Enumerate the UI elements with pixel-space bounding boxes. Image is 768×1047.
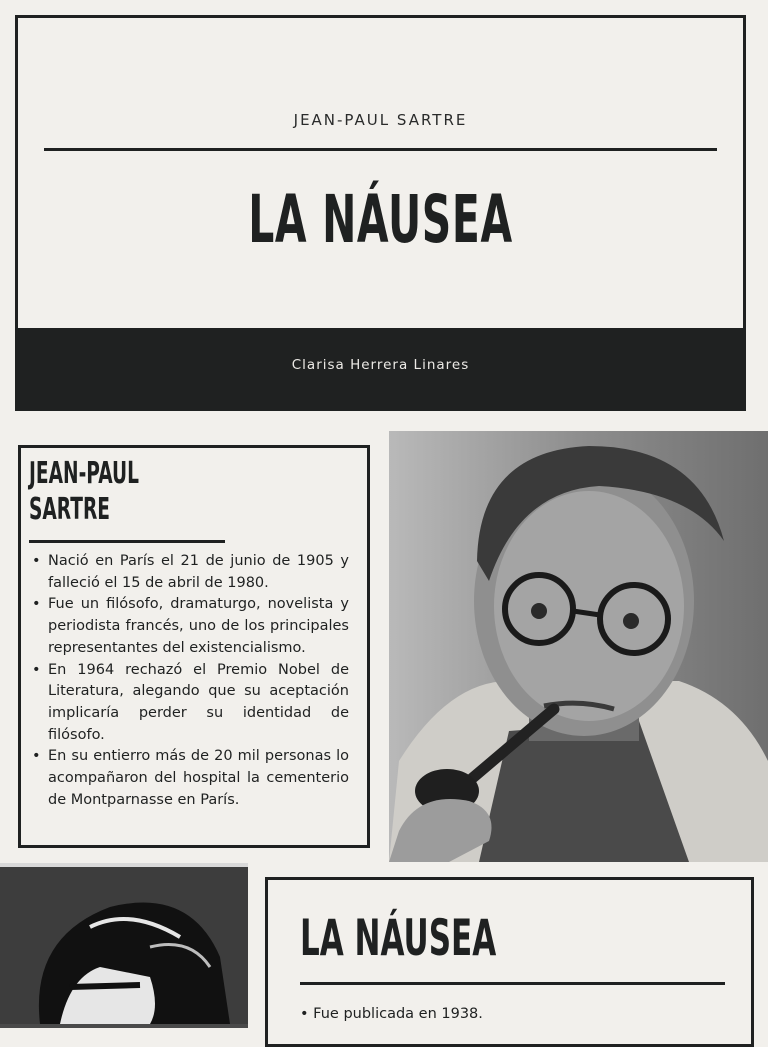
divider xyxy=(44,148,717,151)
bio-card xyxy=(18,445,370,848)
divider xyxy=(300,982,725,985)
list-item: • En 1964 rechazó el Premio Nobel de Literatura, alegando que su aceptación implicaría perder su identidad de filósofo. xyxy=(29,660,349,747)
presenter-name: Clarisa Herrera Linares xyxy=(291,357,470,373)
sartre-portrait-photo xyxy=(389,431,768,862)
novel-card xyxy=(265,877,754,1047)
list-item: • Fue publicada en 1938. xyxy=(300,1006,483,1022)
bio-list xyxy=(29,551,349,811)
list-item: • Nació en París el 21 de junio de 1905 y falleció el 15 de abril de 1980. xyxy=(29,551,349,594)
list-item: • En su entierro más de 20 mil personas lo acompañaron del hospital la cementerio de Montparnasse en París. xyxy=(29,746,349,811)
list-item: • Fue un filósofo, dramaturgo, novelista y periodista francés, uno de los principales representantes del existencialismo. xyxy=(29,594,349,659)
novel-title: LA NÁUSEA xyxy=(300,909,497,967)
ink-portrait-illustration xyxy=(0,863,248,1028)
author-name: JEAN-PAUL SARTRE xyxy=(293,111,468,129)
book-title: LA NÁUSEA xyxy=(248,181,513,258)
divider xyxy=(29,540,225,543)
presenter-band xyxy=(15,328,746,411)
bio-heading: JEAN-PAUL SARTRE xyxy=(29,456,140,527)
novel-list xyxy=(300,1006,483,1022)
title-card xyxy=(15,15,746,411)
